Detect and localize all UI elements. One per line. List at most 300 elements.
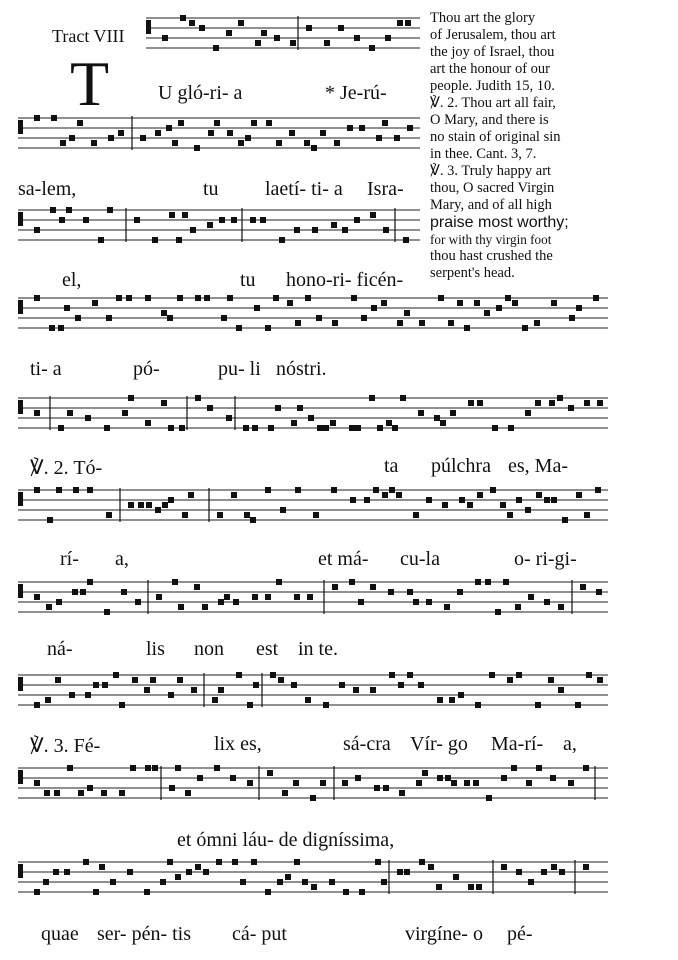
neume — [34, 780, 40, 786]
neume — [535, 400, 541, 406]
neume — [231, 492, 237, 498]
neume — [278, 677, 284, 683]
neume — [87, 487, 93, 493]
neume — [212, 697, 218, 703]
neume — [536, 765, 542, 771]
neume — [331, 487, 337, 493]
neume — [464, 780, 470, 786]
neume — [276, 140, 282, 146]
neume — [370, 584, 376, 590]
neume — [597, 400, 603, 406]
neume — [512, 300, 518, 306]
neume — [253, 682, 259, 688]
neume — [280, 507, 286, 513]
neume — [451, 780, 457, 786]
lyric-syllable: quae — [41, 923, 79, 945]
neume — [34, 410, 40, 416]
neume — [525, 410, 531, 416]
neume — [233, 599, 239, 605]
neume — [265, 889, 271, 895]
neume — [505, 295, 511, 301]
neume — [34, 702, 40, 708]
translation-line: in thee. Cant. 3, 7. — [430, 146, 537, 162]
neume — [270, 672, 276, 678]
neume — [146, 502, 152, 508]
lyric-syllable: ti- a — [30, 358, 62, 380]
neume — [355, 425, 361, 431]
neume — [75, 315, 81, 321]
neume — [195, 864, 201, 870]
neume — [110, 879, 116, 885]
lyric-syllable: rí- — [60, 548, 79, 570]
neume — [407, 125, 413, 131]
neume — [175, 765, 181, 771]
neume — [179, 425, 185, 431]
neume — [457, 300, 463, 306]
neume — [58, 325, 64, 331]
neume — [551, 300, 557, 306]
neume — [167, 859, 173, 865]
neume — [386, 420, 392, 426]
neume — [312, 227, 318, 233]
drop-cap: T — [70, 48, 110, 119]
lyric-syllable: est — [256, 638, 279, 660]
neume — [477, 492, 483, 498]
neume — [44, 790, 50, 796]
neume — [255, 40, 261, 46]
neume — [404, 869, 410, 875]
neume — [226, 30, 232, 36]
neume — [168, 692, 174, 698]
neume — [294, 594, 300, 600]
neume — [217, 512, 223, 518]
neume — [389, 487, 395, 493]
neume — [389, 672, 395, 678]
neume — [213, 45, 219, 51]
lyric-syllable: Isra- — [367, 178, 404, 200]
neume — [145, 295, 151, 301]
neume — [134, 217, 140, 223]
neume — [168, 497, 174, 503]
neume — [118, 130, 124, 136]
neume — [535, 702, 541, 708]
neume — [250, 517, 256, 523]
neume — [169, 785, 175, 791]
neume — [557, 395, 563, 401]
neume — [525, 507, 531, 513]
neume — [80, 589, 86, 595]
neume — [64, 305, 70, 311]
neume — [161, 400, 167, 406]
neume — [413, 599, 419, 605]
neume — [267, 770, 273, 776]
neume — [576, 305, 582, 311]
lyric-syllable: es, Ma- — [508, 455, 568, 477]
neume — [397, 20, 403, 26]
neume — [416, 780, 422, 786]
neume — [178, 120, 184, 126]
neume — [91, 140, 97, 146]
neume — [176, 237, 182, 243]
neume — [320, 130, 326, 136]
neume — [437, 697, 443, 703]
neume — [437, 775, 443, 781]
neume — [77, 120, 83, 126]
neume — [354, 35, 360, 41]
neume — [342, 780, 348, 786]
neume — [381, 300, 387, 306]
lyric-syllable: pu- li — [218, 358, 261, 380]
neume — [87, 785, 93, 791]
lyric-syllable: tu — [240, 269, 256, 291]
neume — [339, 682, 345, 688]
neume — [93, 889, 99, 895]
neume — [399, 790, 405, 796]
staff — [18, 395, 608, 431]
neume — [486, 795, 492, 801]
neume — [265, 594, 271, 600]
neume — [528, 594, 534, 600]
staff — [18, 207, 420, 243]
neume — [51, 115, 57, 121]
neume — [265, 487, 271, 493]
neume — [334, 140, 340, 146]
neume — [438, 295, 444, 301]
neume — [155, 130, 161, 136]
neume — [377, 425, 383, 431]
neume — [442, 502, 448, 508]
neume — [459, 497, 465, 503]
neume — [515, 604, 521, 610]
neume — [104, 425, 110, 431]
neume — [458, 692, 464, 698]
neume — [207, 405, 213, 411]
neume — [178, 604, 184, 610]
neume — [400, 395, 406, 401]
neume — [72, 589, 78, 595]
neume — [180, 15, 186, 21]
neume — [371, 305, 377, 311]
neume — [275, 405, 281, 411]
neume — [596, 589, 602, 595]
neume — [383, 785, 389, 791]
neume — [238, 140, 244, 146]
neume — [397, 869, 403, 875]
neume — [370, 687, 376, 693]
clef — [18, 677, 23, 691]
neume — [426, 599, 432, 605]
neume — [392, 425, 398, 431]
lyric-syllable: virgíne- o — [405, 923, 483, 945]
lyric-syllable: pó- — [133, 358, 160, 380]
lyric-syllable: laetí- ti- a — [265, 178, 343, 200]
translation-column — [430, 10, 608, 282]
neume — [231, 217, 237, 223]
translation-line: serpent's head. — [430, 265, 515, 281]
neume — [85, 692, 91, 698]
neume — [508, 425, 514, 431]
neume — [353, 687, 359, 693]
neume — [260, 217, 266, 223]
neume — [135, 599, 141, 605]
neume — [152, 765, 158, 771]
neume — [568, 405, 574, 411]
lyric-syllable: sa-lem, — [18, 178, 77, 200]
neume — [199, 25, 205, 31]
neume — [407, 672, 413, 678]
neume — [297, 405, 303, 411]
neume — [127, 869, 133, 875]
neume — [332, 320, 338, 326]
neume — [240, 879, 246, 885]
neume — [245, 135, 251, 141]
lyric-syllable: cá- put — [232, 923, 287, 945]
neume — [404, 310, 410, 316]
neume — [522, 325, 528, 331]
lyric-syllable: ser- pén- tis — [97, 923, 192, 945]
lyric-syllable: ná- — [47, 638, 73, 660]
neume — [56, 487, 62, 493]
lyric-syllable: Vír- go — [410, 733, 468, 755]
neume — [104, 609, 110, 615]
neume — [190, 227, 196, 233]
neume — [106, 512, 112, 518]
neume — [323, 702, 329, 708]
neume — [219, 217, 225, 223]
neume — [227, 130, 233, 136]
neume — [528, 879, 534, 885]
neume — [128, 502, 134, 508]
neume — [376, 135, 382, 141]
translation-line: no stain of original sin — [430, 129, 561, 145]
neume — [428, 864, 434, 870]
neume — [250, 217, 256, 223]
neume — [584, 400, 590, 406]
neume — [381, 879, 387, 885]
neume — [50, 207, 56, 213]
neume — [320, 780, 326, 786]
neume — [359, 889, 365, 895]
neume — [396, 492, 402, 498]
neume — [185, 790, 191, 796]
lyric-syllable: Ma-rí- — [491, 733, 544, 755]
neume — [34, 889, 40, 895]
neume — [575, 702, 581, 708]
neume — [207, 222, 213, 228]
neume — [177, 295, 183, 301]
neume — [107, 207, 113, 213]
neume — [138, 502, 144, 508]
neume — [56, 599, 62, 605]
translation-line: ℣. 2. Thou art all fair, — [430, 95, 556, 111]
neume — [83, 217, 89, 223]
neume — [67, 410, 73, 416]
neume — [128, 395, 134, 401]
neume — [468, 884, 474, 890]
neume — [172, 140, 178, 146]
neume — [247, 702, 253, 708]
neume — [507, 512, 513, 518]
neume — [191, 687, 197, 693]
translation-line: the joy of Israel, thou — [430, 44, 555, 60]
neume — [496, 305, 502, 311]
neume — [119, 702, 125, 708]
lyric-syllable: lis — [146, 638, 165, 660]
clef — [18, 584, 23, 598]
neume — [526, 780, 532, 786]
neume — [34, 115, 40, 121]
translation-line: thou, O sacred Virgin — [430, 180, 555, 196]
neume — [495, 609, 501, 615]
neume — [503, 579, 509, 585]
neume — [236, 672, 242, 678]
neume — [162, 35, 168, 41]
neume — [186, 869, 192, 875]
neume — [492, 425, 498, 431]
neume — [489, 672, 495, 678]
neume — [534, 320, 540, 326]
neume — [516, 672, 522, 678]
neume — [226, 415, 232, 421]
translation-line: art the honour of our — [430, 61, 550, 77]
staff — [18, 672, 608, 708]
neume — [197, 775, 203, 781]
neume — [473, 780, 479, 786]
neume — [177, 677, 183, 683]
neume — [106, 315, 112, 321]
neume — [204, 295, 210, 301]
lyric-syllable: el, — [62, 269, 82, 291]
neume — [485, 579, 491, 585]
neume — [311, 145, 317, 151]
neume — [145, 765, 151, 771]
neume — [150, 677, 156, 683]
neume — [69, 692, 75, 698]
neume — [119, 790, 125, 796]
neume — [251, 859, 257, 865]
neume — [132, 677, 138, 683]
neume — [273, 295, 279, 301]
neume — [208, 130, 214, 136]
neume — [550, 775, 556, 781]
neume — [444, 604, 450, 610]
neume — [252, 425, 258, 431]
neume — [214, 765, 220, 771]
neume — [516, 869, 522, 875]
neume — [83, 859, 89, 865]
neume — [294, 227, 300, 233]
neume — [382, 120, 388, 126]
lyric-syllable: nóstri. — [276, 358, 327, 380]
neume — [475, 579, 481, 585]
lyric-syllable: et má- — [318, 548, 369, 570]
neume — [266, 120, 272, 126]
neume — [305, 697, 311, 703]
neume — [99, 864, 105, 870]
lyric-syllable: a, — [563, 733, 577, 755]
neume — [449, 697, 455, 703]
neume — [453, 874, 459, 880]
neume — [214, 120, 220, 126]
lyric-syllable: o- ri-gi- — [514, 548, 577, 570]
neume — [369, 45, 375, 51]
translation-line: Thou art the glory — [430, 10, 536, 26]
neume — [448, 320, 454, 326]
neume — [92, 300, 98, 306]
neume — [305, 295, 311, 301]
neume — [358, 599, 364, 605]
lyric-syllable: púlchra — [431, 455, 491, 477]
neume — [511, 765, 517, 771]
neume — [397, 320, 403, 326]
neume — [168, 425, 174, 431]
neume — [361, 315, 367, 321]
neume — [307, 594, 313, 600]
neume — [268, 425, 274, 431]
neume — [568, 780, 574, 786]
neume — [338, 25, 344, 31]
neume — [467, 502, 473, 508]
staff — [18, 487, 608, 523]
neume — [218, 599, 224, 605]
neume — [43, 879, 49, 885]
neume — [501, 775, 507, 781]
neume — [279, 237, 285, 243]
translation-line: of Jerusalem, thou art — [430, 27, 556, 43]
neume — [500, 502, 506, 508]
neume — [221, 315, 227, 321]
neume — [331, 222, 337, 228]
neume — [468, 400, 474, 406]
neume — [549, 400, 555, 406]
neume — [274, 35, 280, 41]
neume — [349, 425, 355, 431]
neume — [175, 874, 181, 880]
neume — [145, 420, 151, 426]
neume — [422, 770, 428, 776]
neume — [586, 672, 592, 678]
neume — [308, 415, 314, 421]
neume — [541, 869, 547, 875]
neume — [450, 410, 456, 416]
neume — [167, 315, 173, 321]
neume — [166, 125, 172, 131]
neume — [369, 395, 375, 401]
lyric-syllable: pé- — [507, 923, 533, 945]
neume — [558, 687, 564, 693]
lyric-syllable: lix es, — [214, 733, 262, 755]
neume — [238, 20, 244, 26]
lyric-syllable: cu-la — [400, 548, 440, 570]
neume — [64, 869, 70, 875]
neume — [342, 227, 348, 233]
neume — [58, 425, 64, 431]
neume — [295, 320, 301, 326]
neume — [405, 20, 411, 26]
lyric-syllable: ℣. 2. Tó- — [30, 457, 103, 479]
neume — [419, 859, 425, 865]
neume — [155, 507, 161, 513]
neume — [162, 502, 168, 508]
neume — [569, 315, 575, 321]
staff — [146, 15, 420, 51]
neume — [490, 487, 496, 493]
lyric-syllable: non — [194, 638, 224, 660]
neume — [317, 425, 323, 431]
clef — [18, 770, 23, 784]
neume — [313, 512, 319, 518]
neume — [195, 395, 201, 401]
